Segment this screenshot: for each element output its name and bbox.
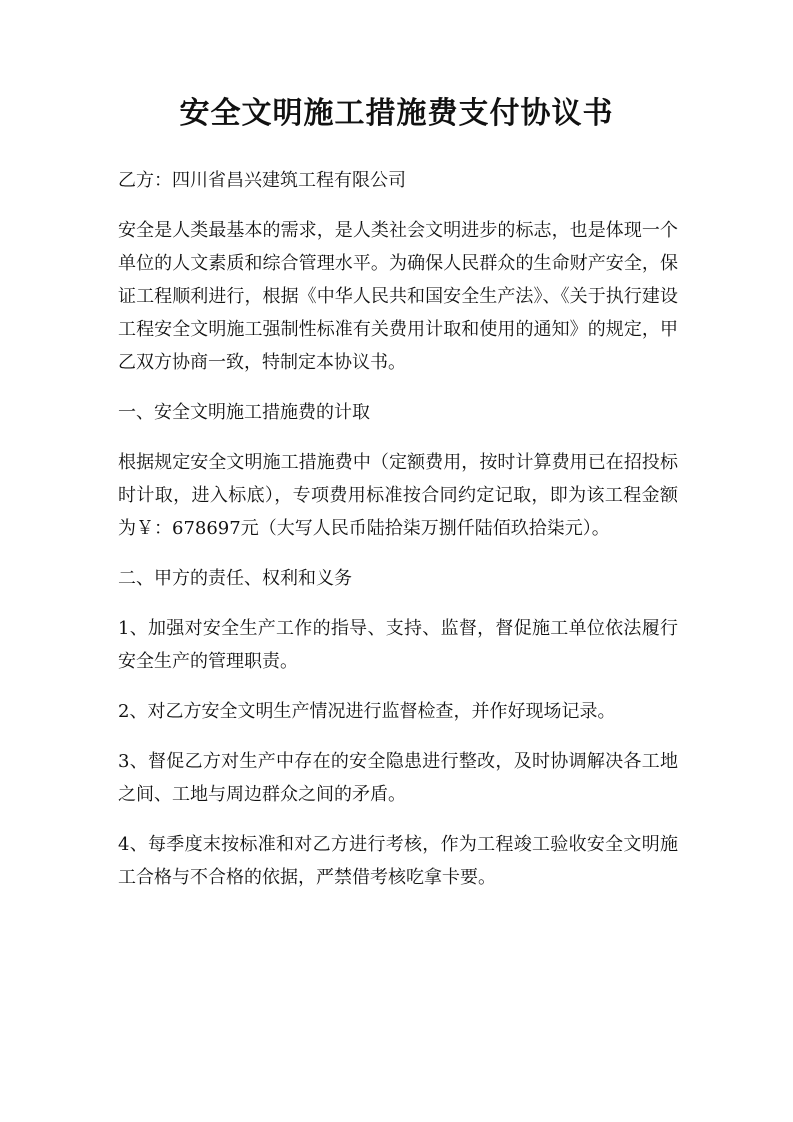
intro-paragraph: 安全是人类最基本的需求，是人类社会文明进步的标志，也是体现一个单位的人文素质和综合管理水平。为确保人民群众的生命财产安全，保证工程顺利进行，根据《中华人民共和国安全生产法》、《关于执行建设工程安全文明施工强制性标准有关费用计取和使用的通知》的规定，甲乙双方协商一致，特制定本协议书。 xyxy=(118,220,678,373)
duty-item-2: 2、对乙方安全文明生产情况进行监督检查，并作好现场记录。 xyxy=(118,701,616,722)
party-b-line: 乙方：四川省昌兴建筑工程有限公司 xyxy=(118,170,406,191)
document-title: 安全文明施工措施费支付协议书 xyxy=(179,96,614,131)
duty-item-1: 1、加强对安全生产工作的指导、支持、监督，督促施工单位依法履行安全生产的管理职责。 xyxy=(118,618,678,672)
duty-item-4: 4、每季度末按标准和对乙方进行考核，作为工程竣工验收安全文明施工合格与不合格的依据，严禁借考核吃拿卡要。 xyxy=(118,834,678,888)
fee-calculation-paragraph: 根据规定安全文明施工措施费中（定额费用，按时计算费用已在招投标时计取，进入标底），专项费用标准按合同约定记取，即为该工程金额为￥：678697元（大写人民币陆拾柒万捌仟陆佰玖拾柒元）。 xyxy=(118,452,678,539)
section-heading-party-a-duties: 二、甲方的责任、权利和义务 xyxy=(118,568,352,589)
document-body xyxy=(118,164,678,911)
duty-item-3: 3、督促乙方对生产中存在的安全隐患进行整改，及时协调解决各工地之间、工地与周边群众之间的矛盾。 xyxy=(118,751,678,805)
section-heading-fee-calculation: 一、安全文明施工措施费的计取 xyxy=(118,402,370,423)
